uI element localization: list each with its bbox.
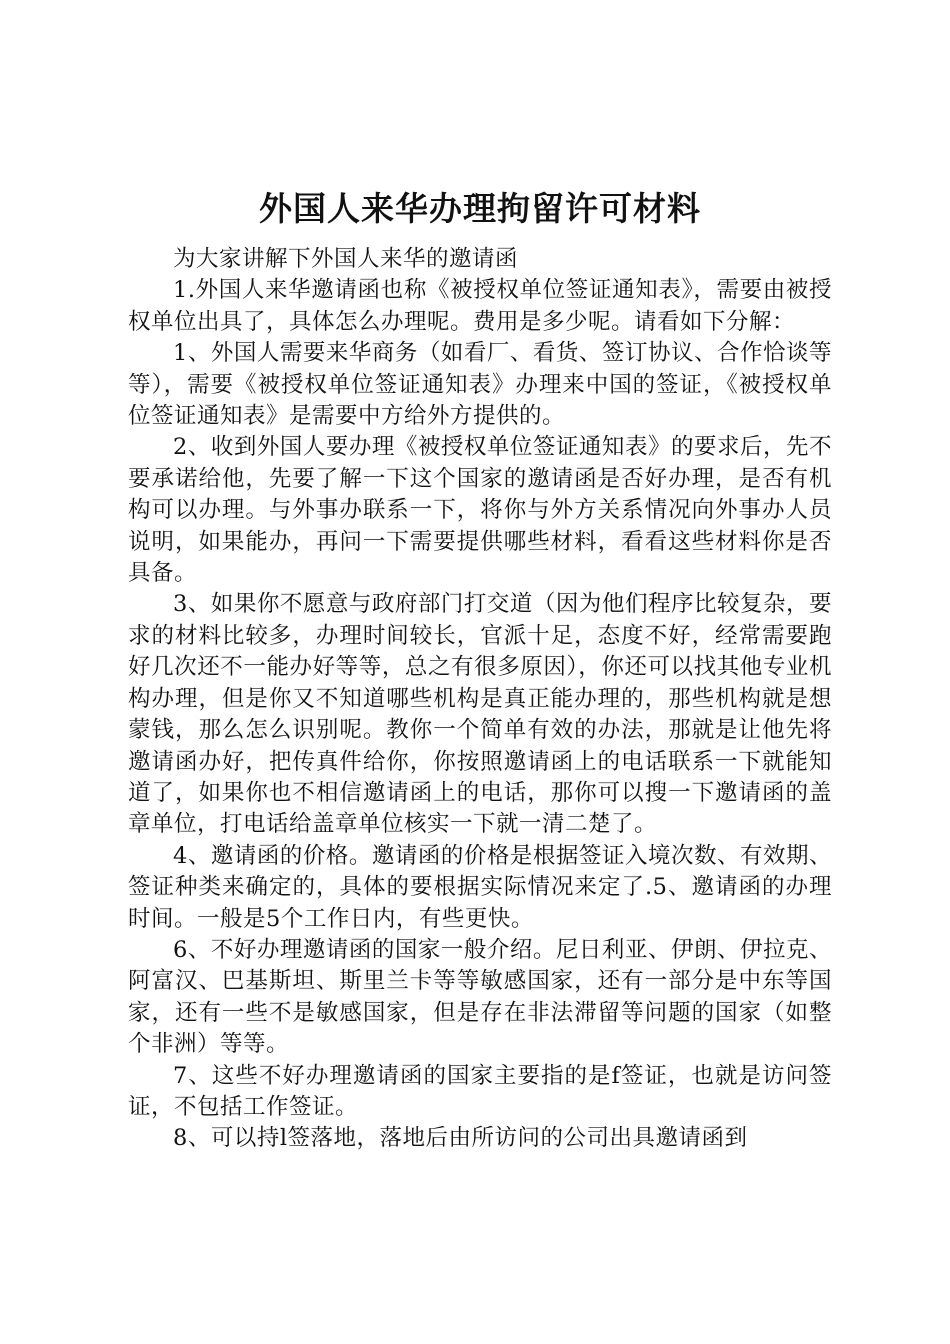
document-title: 外国人来华办理拘留许可材料 [259,189,701,228]
paragraph-item-1: 1、外国人需要来华商务（如看厂、看货、签订协议、合作恰谈等等），需要《被授权单位签证通知表》办理来中国的签证，《被授权单位签证通知表》是需要中方给外方提供的。 [128,340,832,430]
paragraph-intro: 为大家讲解下外国人来华的邀请函 [173,246,519,272]
paragraph-item-3: 3、如果你不愿意与政府部门打交道（因为他们程序比较复杂，要求的材料比较多，办理时间较长，官派十足，态度不好，经常需要跑好几次还不一能办好等等，总之有很多原因），你还可以找其他专业机构办理，但是你又不知道哪些机构是真正能办理的，那些机构就是想蒙钱，那么怎么识别呢。教你一个简单有效的办法，那就是让他先将邀请函办好，把传真件给你，你按照邀请函上的电话联系一下就能知道了，如果你也不相信邀请函上的电话，那你可以搜一下邀请函的盖章单位，打电话给盖章单位核实一下就一清二楚了。 [128,591,832,838]
paragraph-item-7: 7、这些不好办理邀请函的国家主要指的是f签证，也就是访问签证，不包括工作签证。 [128,1062,832,1120]
paragraph-item-2: 2、收到外国人要办理《被授权单位签证通知表》的要求后，先不要承诺给他，先要了解一下这个国家的邀请函是否好办理，是否有机构可以办理。与外事办联系一下，将你与外方关系情况向外事办人员说明，如果能办，再问一下需要提供哪些材料，看看这些材料你是否具备。 [128,434,832,587]
paragraph-item-6: 6、不好办理邀请函的国家一般介绍。尼日利亚、伊朗、伊拉克、阿富汉、巴基斯坦、斯里兰卡等等敏感国家，还有一部分是中东等国家，还有一些不是敏感国家，但是存在非法滞留等问题的国家（如整个非洲）等等。 [128,936,832,1058]
document-page [128,186,832,1155]
paragraph-1: 1.外国人来华邀请函也称《被授权单位签证通知表》，需要由被授权单位出具了，具体怎么办理呢。费用是多少呢。请看如下分解： [128,277,832,335]
paragraph-item-4-5: 4、邀请函的价格。邀请函的价格是根据签证入境次数、有效期、签证种类来确定的，具体的要根据实际情况来定了.5、邀请函的办理时间。一般是5个工作日内，有些更快。 [128,842,832,932]
paragraph-item-8: 8、可以持l签落地，落地后由所访问的公司出具邀请函到 [173,1125,748,1152]
